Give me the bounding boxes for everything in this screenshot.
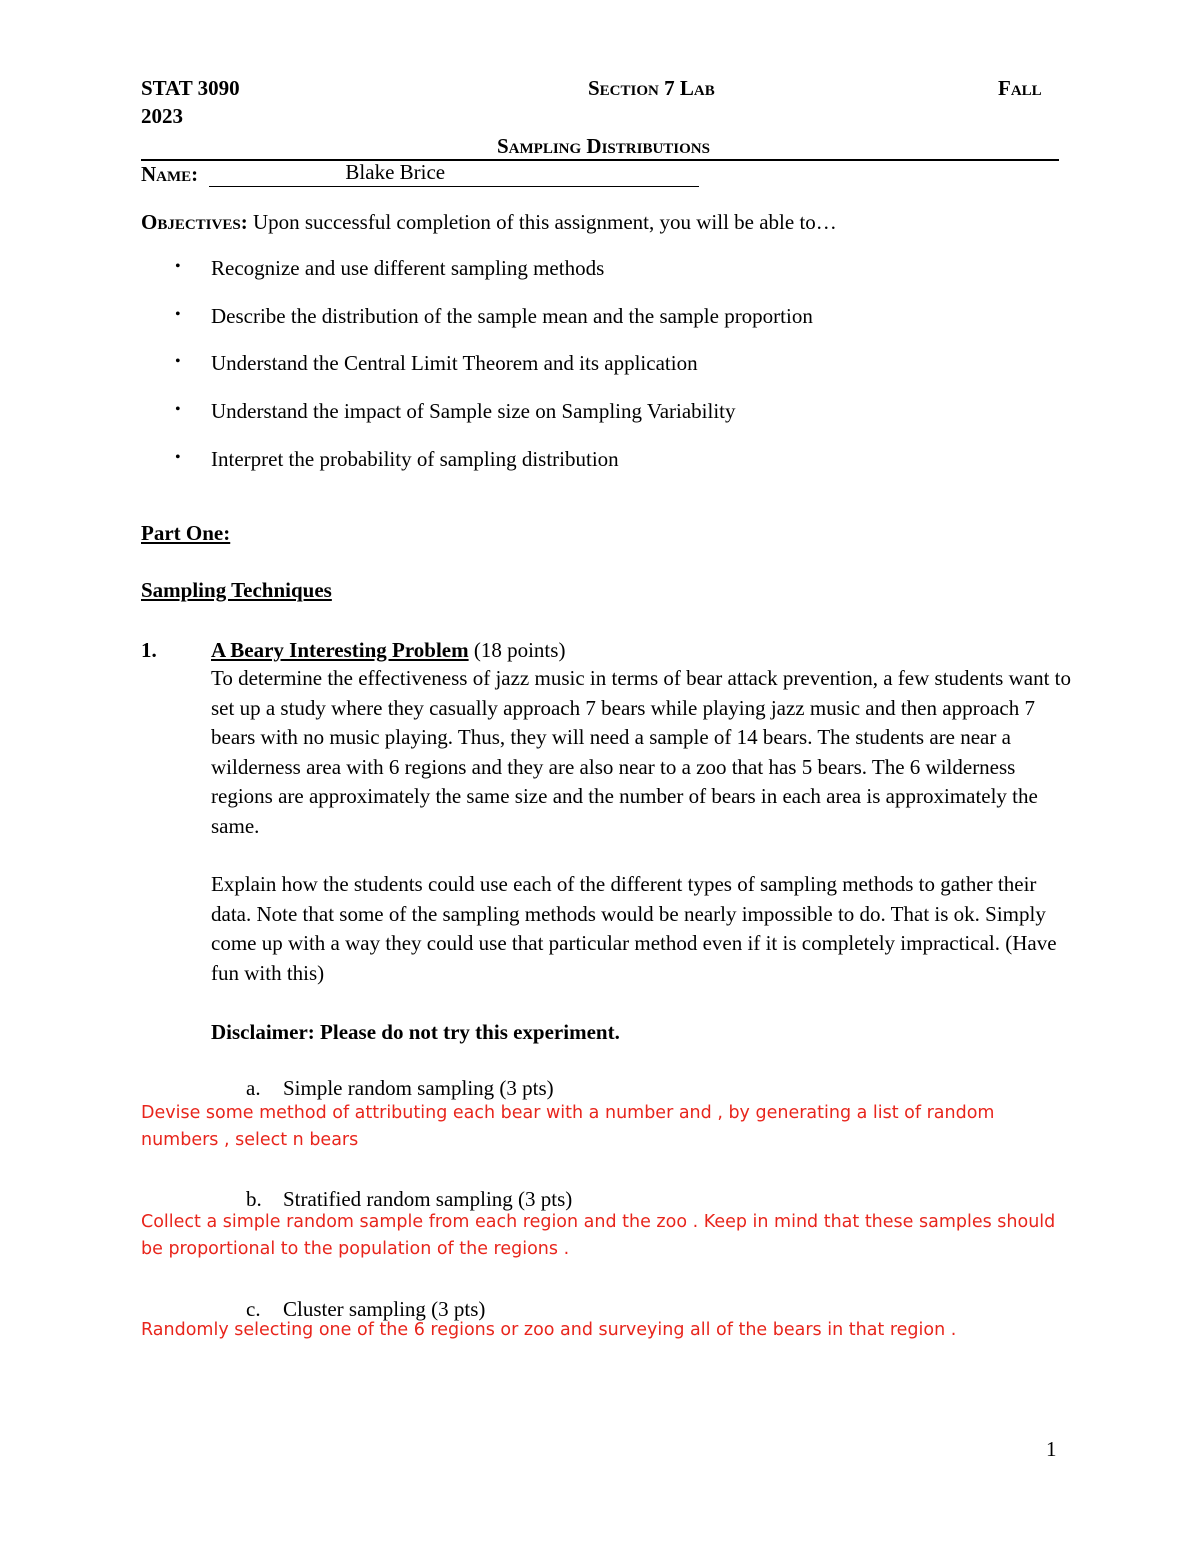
bullet-icon: •: [175, 401, 181, 418]
part-a-label: Simple random sampling (3 pts): [283, 1076, 554, 1100]
objective-item: Describe the distribution of the sample mean and the sample proportion: [211, 304, 813, 328]
part-c-answer: Randomly selecting one of the 6 regions or zoo and surveying all of the bears in that region .: [141, 1320, 957, 1340]
name-label: Name:: [141, 162, 199, 186]
problem-title: A Beary Interesting Problem: [211, 638, 469, 662]
objective-item: Interpret the probability of sampling distribution: [211, 447, 619, 471]
objective-item: Recognize and use different sampling methods: [211, 256, 605, 280]
part-b-letter: b.: [246, 1187, 262, 1211]
document-subtitle: Sampling Distributions: [497, 134, 710, 158]
bullet-icon: •: [175, 353, 181, 370]
name-input-line: [209, 160, 699, 187]
section-title: Section 7 Lab: [588, 76, 715, 100]
term-year: 2023: [141, 104, 183, 128]
problem-description: To determine the effectiveness of jazz music in terms of bear attack prevention, a few students want to set up a study where they casually approach 7 bears while playing jazz music and then approach 7 bears with no music playing. Thus, they will need a sample of 14 bears. The students are near a wilderness area with 6 regions and they are also near to a zoo that has 5 bears. The 6 wilderness regions are approximately the same size and the number of bears in each area is approximately the same.: [211, 666, 1071, 838]
objectives-label: Objectives:: [141, 210, 248, 234]
problem-instructions: Explain how the students could use each of the different types of sampling methods to gather their data. Note that some of the sampling methods would be nearly impossible to do. That is ok. Simply come up with a way they could use that particular method even if it is completely impractical. (Have fun with this): [211, 872, 1057, 985]
part-c-label: Cluster sampling (3 pts): [283, 1297, 486, 1321]
objective-item: Understand the Central Limit Theorem and its application: [211, 351, 698, 375]
part-c-letter: c.: [246, 1297, 261, 1321]
disclaimer: Disclaimer: Please do not try this experiment.: [211, 1020, 620, 1044]
objectives-intro: Upon successful completion of this assignment, you will be able to…: [252, 210, 837, 234]
part-a-letter: a.: [246, 1076, 261, 1100]
part-one-heading: Part One:: [141, 521, 231, 545]
problem-title-line: [211, 638, 565, 663]
objective-item: Understand the impact of Sample size on Sampling Variability: [211, 399, 736, 423]
bullet-icon: •: [175, 449, 181, 466]
header-divider: [141, 159, 1059, 161]
part-a-answer: Devise some method of attributing each bear with a number and , by generating a list of random numbers , select n bears: [141, 1103, 995, 1150]
name-field: [141, 162, 699, 187]
problem-number: 1.: [141, 638, 157, 662]
section-subheading: Sampling Techniques: [141, 578, 332, 602]
bullet-icon: •: [175, 306, 181, 323]
course-code: STAT 3090: [141, 76, 240, 100]
part-b-label: Stratified random sampling (3 pts): [283, 1187, 573, 1211]
part-b-answer: Collect a simple random sample from each region and the zoo . Keep in mind that these samples should be proportional to the population of the regions .: [141, 1212, 1056, 1259]
term-label: Fall: [998, 76, 1042, 100]
page-number: 1: [1046, 1437, 1057, 1461]
objectives-intro-line: [141, 210, 837, 235]
name-value: Blake Brice: [345, 160, 446, 184]
bullet-icon: •: [175, 258, 181, 275]
problem-points: (18 points): [473, 638, 566, 662]
